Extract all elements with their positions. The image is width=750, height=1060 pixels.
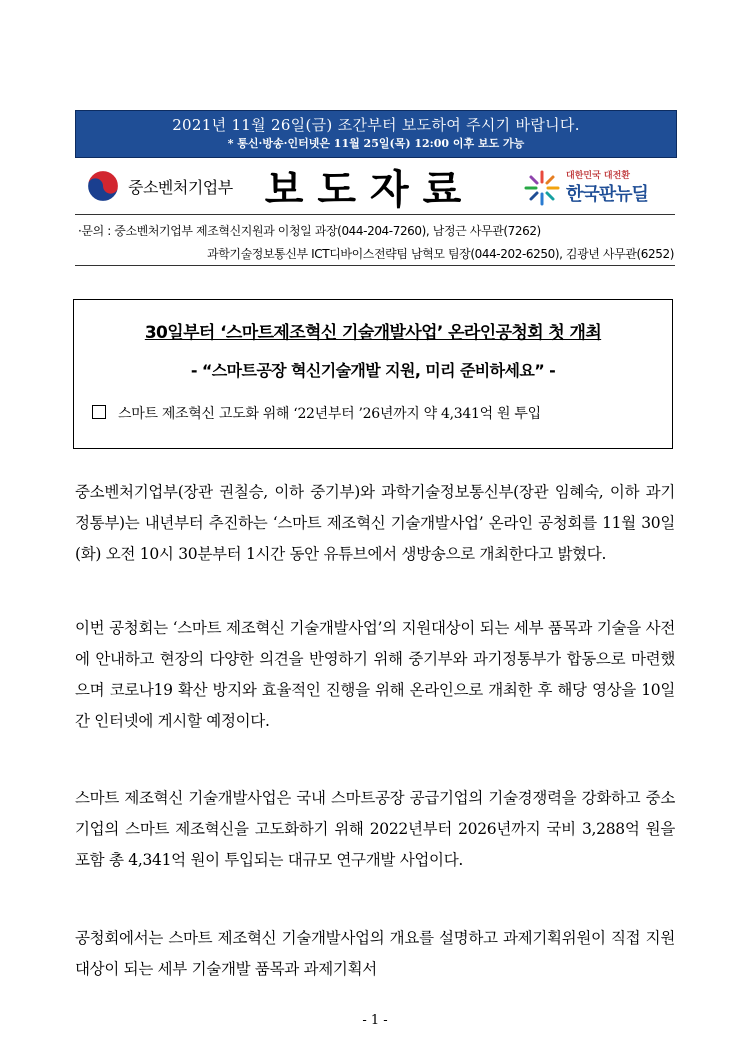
headline-title: 30일부터 ‘스마트제조혁신 기술개발사업’ 온라인공청회 첫 개최 [144, 323, 602, 343]
paragraph-2: 이번 공청회는 ‘스마트 제조혁신 기술개발사업’의 지원대상이 되는 세부 품목과 기술을 사전에 안내하고 현장의 다양한 의견을 반영하기 위해 중기부와 과기정통부가 합동으로 마련했으며 코로나19 확산 방지와 효율적인 진행을 위해 온라인으로 개최한 후 해당 영상을 10일간 인터넷에 게시할 예정이다. [75, 619, 675, 730]
headline-summary [92, 403, 541, 423]
contact-divider [75, 265, 675, 266]
headline-box [73, 299, 673, 449]
ministry-logo [86, 165, 233, 207]
taegeuk-emblem-icon [86, 169, 120, 203]
paragraph-1: 중소벤처기업부(장관 권칠승, 이하 중기부)와 과학기술정보통신부(장관 임혜숙, 이하 과기정통부)는 내년부터 추진하는 ‘스마트 제조혁신 기술개발사업’ 온라인 공청회를 11월 30일(화) 오전 10시 30분부터 1시간 동안 유튜브에서 생방송으로 개최한다고 밝혔다. [75, 483, 675, 563]
new-deal-burst-icon [522, 168, 562, 208]
brand-tagline: 대한민국 대전환 [566, 171, 630, 181]
press-release-title: 보도자료 [264, 166, 476, 213]
embargo-banner [75, 110, 677, 158]
korean-new-deal-logo [522, 164, 682, 210]
embargo-date: 2021년 11월 26일(금) 조간부터 보도하여 주시기 바랍니다. [172, 116, 580, 134]
paragraph-4: 공청회에서는 스마트 제조혁신 기술개발사업의 개요를 설명하고 과제기획위원이 직접 지원대상이 되는 세부 기술개발 품목과 과제기획서 [75, 929, 675, 978]
headline-subtitle: - “스마트공장 혁신기술개발 지원, 미리 준비하세요” - [190, 361, 556, 380]
summary-text: 스마트 제조혁신 고도화 위해 ‘22년부터 ’26년까지 약 4,341억 원 투입 [118, 406, 541, 422]
page-number: - 1 - [362, 1013, 388, 1028]
contact-line-2: 과학기술정보통신부 ICT디바이스전략팀 남혁모 팀장(044-202-6250), 김광년 사무관(6252) [207, 247, 674, 261]
brand-name: 한국판뉴딜 [566, 184, 648, 205]
embargo-note: * 통신·방송·인터넷은 11월 25일(목) 12:00 이후 보도 가능 [227, 137, 525, 150]
checkbox-bullet-icon [92, 405, 106, 419]
ministry-name: 중소벤처기업부 [128, 177, 233, 197]
contact-line-1: ·문의 : 중소벤처기업부 제조혁신지원과 이청일 과장(044-204-7260), 남정근 사무관(7262) [78, 224, 541, 238]
paragraph-3: 스마트 제조혁신 기술개발사업은 국내 스마트공장 공급기업의 기술경쟁력을 강화하고 중소기업의 스마트 제조혁신을 고도화하기 위해 2022년부터 2026년까지 국비 3,288억 원을 포함 총 4,341억 원이 투입되는 대규모 연구개발 사업이다. [75, 789, 675, 869]
header-divider [75, 214, 675, 215]
